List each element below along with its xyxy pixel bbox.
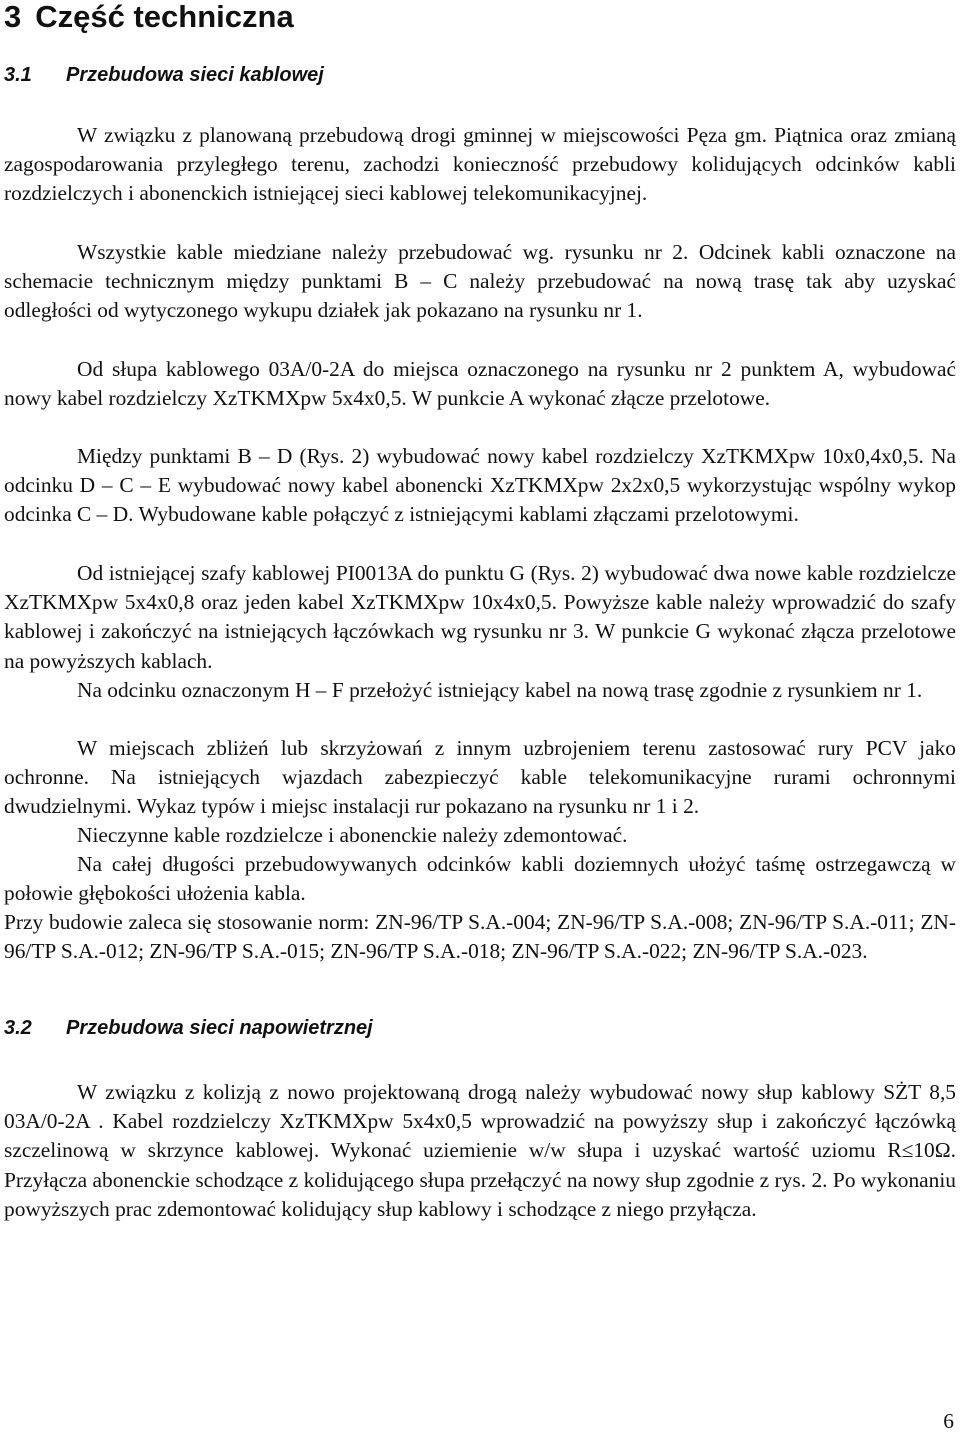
subsection-number: 3.1	[4, 64, 32, 86]
page-number: 6	[943, 1409, 954, 1433]
paragraph: Od słupa kablowego 03A/0-2A do miejsca oznaczonego na rysunku nr 2 punktem A, wybudować nowy kabel rozdzielczy XzTKMXpw 5x4x0,5. W punkcie A wykonać złącze przelotowe.	[4, 357, 956, 411]
subsection-number: 3.2	[4, 1017, 32, 1039]
paragraph: W związku z planowaną przebudową drogi gminnej w miejscowości Pęza gm. Piątnica oraz zmianą zagospodarowania przyległego terenu, zachodzi konieczność przebudowy kolidujących odcinków kabli rozdzielczych i abonenckich istniejącej sieci kablowej telekomunikacyjnej.	[4, 123, 956, 206]
subsection-title: Przebudowa sieci kablowej	[66, 64, 324, 86]
paragraph: Na odcinku oznaczonym H – F przełożyć istniejący kabel na nową trasę zgodnie z rysunkiem nr 1.	[77, 678, 923, 702]
subsection-heading-3-2	[4, 1015, 373, 1041]
paragraph: Nieczynne kable rozdzielcze i abonenckie należy zdemontować.	[77, 823, 628, 847]
paragraph: W związku z kolizją z nowo projektowaną drogą należy wybudować nowy słup kablowy SŻT 8,5 03A/0-2A . Kabel rozdzielczy XzTKMXpw 5x4x0,5 wprowadzić na powyższy słup i zakończyć łączówką szczelinową w skrzynce kablowej. Wykonać uziemienie w/w słupa i uzyskać wartość uziomu R≤10Ω. Przyłącza abonenckie schodzące z kolidującego słupa przełączyć na nowy słup zgodnie z rys. 2. Po wykonaniu powyższych prac zdemontować kolidujący słup kablowy i schodzące z niego przyłącza.	[4, 1080, 956, 1221]
paragraph: Przy budowie zaleca się stosowanie norm: ZN-96/TP S.A.-004; ZN-96/TP S.A.-008; ZN-96/TP S.A.-011; ZN-96/TP S.A.-012; ZN-96/TP S.A.-015; ZN-96/TP S.A.-018; ZN-96/TP S.A.-022; ZN-96/TP S.A.-023.	[4, 910, 956, 964]
paragraph: Na całej długości przebudowywanych odcinków kabli doziemnych ułożyć taśmę ostrzegawczą w połowie głębokości ułożenia kabla.	[4, 852, 956, 906]
section-number: 3	[4, 0, 22, 34]
section-heading	[4, 0, 294, 34]
section-title: Część techniczna	[35, 0, 294, 34]
paragraph: Wszystkie kable miedziane należy przebudować wg. rysunku nr 2. Odcinek kabli oznaczone na schemacie technicznym między punktami B – C należy przebudować na nową trasę tak aby uzyskać odległości od wytyczonego wykupu działek jak pokazano na rysunku nr 1.	[4, 240, 956, 323]
subsection-title: Przebudowa sieci napowietrznej	[66, 1017, 373, 1039]
paragraph: Od istniejącej szafy kablowej PI0013A do punktu G (Rys. 2) wybudować dwa nowe kable rozdzielcze XzTKMXpw 5x4x0,8 oraz jeden kabel XzTKMXpw 10x4x0,5. Powyższe kable należy wprowadzić do szafy kablowej i zakończyć na istniejących łączówkach wg rysunku nr 3. W punkcie G wykonać złącza przelotowe na powyższych kablach.	[4, 561, 956, 673]
subsection-heading-3-1	[4, 62, 324, 88]
paragraph: Między punktami B – D (Rys. 2) wybudować nowy kabel rozdzielczy XzTKMXpw 10x0,4x0,5. Na odcinku D – C – E wybudować nowy kabel abonencki XzTKMXpw 2x2x0,5 wykorzystując wspólny wykop odcinka C – D. Wybudowane kable połączyć z istniejącymi kablami złączami przelotowymi.	[4, 444, 956, 527]
paragraph: W miejscach zbliżeń lub skrzyżowań z innym uzbrojeniem terenu zastosować rury PCV jako ochronne. Na istniejących wjazdach zabezpieczyć kable telekomunikacyjne rurami ochronnymi dwudzielnymi. Wykaz typów i miejsc instalacji rur pokazano na rysunku nr 1 i 2.	[4, 736, 956, 819]
